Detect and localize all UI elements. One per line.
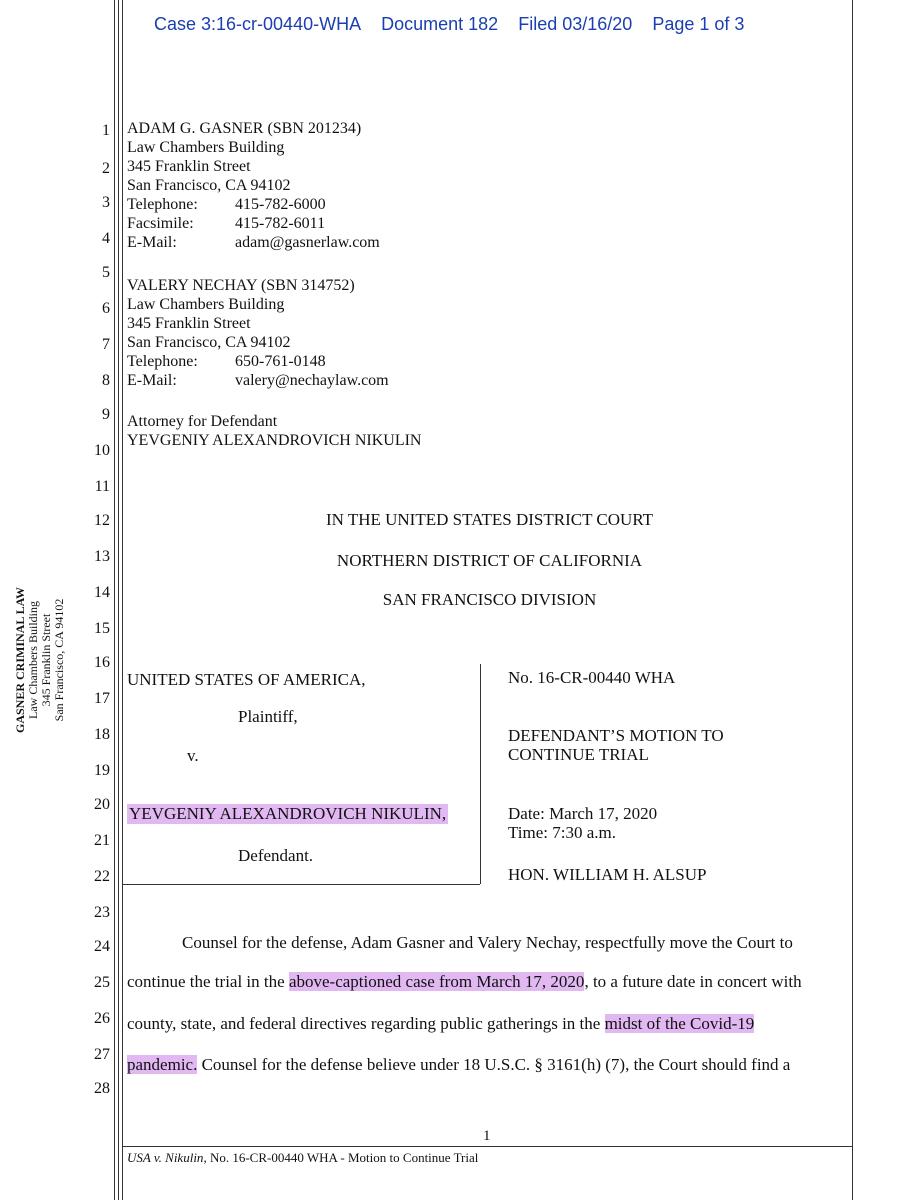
counsel-fax: 415-782-6011	[235, 215, 326, 232]
left-margin-rule-outer	[114, 0, 115, 1200]
case-number-stamp: Case 3:16-cr-00440-WHA	[154, 14, 362, 34]
counsel-email-label: E-Mail:	[127, 234, 177, 251]
defendant-name-highlighted: YEVGENIY ALEXANDROVICH NIKULIN,	[129, 804, 447, 823]
counsel-telephone: 415-782-6000	[235, 196, 326, 213]
line-number: 9	[102, 406, 110, 423]
court-division: SAN FRANCISCO DIVISION	[382, 590, 597, 609]
filed-date-stamp: Filed 03/16/20	[518, 14, 633, 34]
body-text-segment: continue the trial in the	[127, 972, 289, 991]
footer-rule	[122, 1146, 852, 1147]
body-line-27	[127, 1055, 790, 1075]
line-number: 25	[94, 974, 110, 991]
counsel-fax-label: Facsimile:	[127, 215, 194, 232]
counsel-name: VALERY NECHAY (SBN 314752)	[127, 277, 355, 294]
sidebar-street: 345 Franklin Street	[39, 613, 53, 707]
body-text-segment: , to a future date in concert with	[584, 972, 802, 991]
defendant-name-header: YEVGENIY ALEXANDROVICH NIKULIN	[127, 432, 422, 449]
caption-divider	[480, 664, 481, 884]
attorney-for-label: Attorney for Defendant	[127, 413, 278, 430]
line-number: 8	[102, 372, 110, 389]
sidebar-firm-block	[14, 580, 66, 740]
line-number: 24	[94, 938, 110, 955]
footer-case-detail: , No. 16-CR-00440 WHA - Motion to Continue Trial	[203, 1150, 479, 1165]
line-number: 23	[94, 904, 110, 921]
page-count-stamp: Page 1 of 3	[652, 14, 745, 34]
left-margin-rule-inner	[118, 0, 119, 1200]
line-number: 27	[94, 1046, 110, 1063]
counsel-building: Law Chambers Building	[127, 139, 285, 156]
line-number: 19	[94, 762, 110, 779]
counsel-email-label: E-Mail:	[127, 372, 177, 389]
body-line-25	[127, 972, 802, 992]
plaintiff-name: UNITED STATES OF AMERICA,	[127, 670, 366, 689]
court-name: IN THE UNITED STATES DISTRICT COURT	[325, 510, 654, 529]
line-number: 16	[94, 654, 110, 671]
counsel-city: San Francisco, CA 94102	[127, 334, 291, 351]
line-number: 5	[102, 264, 110, 281]
line-number: 4	[102, 230, 110, 247]
highlight-covid-midst: midst of the Covid-19	[604, 1014, 755, 1033]
highlight-case-date: above-captioned case from March 17, 2020	[288, 972, 585, 991]
body-text-segment: Counsel for the defense believe under 18 U.S.C. § 3161(h) (7), the Court should find a	[197, 1055, 791, 1074]
line-number: 11	[94, 478, 110, 495]
counsel-telephone: 650-761-0148	[235, 353, 326, 370]
left-margin-rule-third	[122, 0, 123, 1200]
counsel-telephone-label: Telephone:	[127, 353, 198, 370]
counsel-email: adam@gasnerlaw.com	[235, 234, 380, 251]
counsel-city: San Francisco, CA 94102	[127, 177, 291, 194]
line-number: 6	[102, 300, 110, 317]
line-number: 10	[94, 442, 110, 459]
court-district: NORTHERN DISTRICT OF CALIFORNIA	[336, 551, 643, 570]
judge-name: HON. WILLIAM H. ALSUP	[508, 865, 707, 884]
footer-caption	[127, 1150, 478, 1166]
filing-stamp	[154, 14, 744, 35]
sidebar-city: San Francisco, CA 94102	[52, 598, 66, 722]
line-number: 15	[94, 620, 110, 637]
line-number: 1	[102, 122, 110, 139]
hearing-time: Time: 7:30 a.m.	[508, 823, 616, 842]
sidebar-firm-name: GASNER CRIMINAL LAW	[13, 586, 27, 734]
sidebar-building: Law Chambers Building	[26, 601, 40, 719]
case-number: No. 16-CR-00440 WHA	[508, 668, 676, 687]
body-line-26	[127, 1014, 754, 1034]
plaintiff-role: Plaintiff,	[238, 707, 298, 726]
versus: v.	[187, 746, 199, 765]
line-number: 17	[94, 690, 110, 707]
body-line-24: Counsel for the defense, Adam Gasner and Valery Nechay, respectfully move the Court to	[182, 933, 793, 952]
line-number: 13	[94, 548, 110, 565]
counsel-name: ADAM G. GASNER (SBN 201234)	[127, 120, 362, 137]
body-text-segment: county, state, and federal directives regarding public gatherings in the	[127, 1014, 605, 1033]
line-number: 26	[94, 1010, 110, 1027]
defendant-role: Defendant.	[238, 846, 314, 865]
counsel-building: Law Chambers Building	[127, 296, 285, 313]
line-number: 18	[94, 726, 110, 743]
motion-title-line1: DEFENDANT’S MOTION TO	[508, 726, 724, 745]
line-number: 21	[94, 832, 110, 849]
counsel-street: 345 Franklin Street	[127, 315, 251, 332]
counsel-street: 345 Franklin Street	[127, 158, 251, 175]
footer-case-name: USA v. Nikulin	[127, 1150, 204, 1165]
highlight-pandemic: pandemic.	[127, 1055, 198, 1074]
line-number: 28	[94, 1080, 110, 1097]
page-number: 1	[483, 1128, 491, 1144]
line-number: 7	[102, 336, 110, 353]
counsel-telephone-label: Telephone:	[127, 196, 198, 213]
line-number: 12	[94, 512, 110, 529]
hearing-date: Date: March 17, 2020	[508, 804, 658, 823]
line-number: 22	[94, 868, 110, 885]
counsel-email: valery@nechaylaw.com	[235, 372, 389, 389]
line-number: 3	[102, 194, 110, 211]
caption-bottom-rule	[122, 884, 480, 885]
line-number: 14	[94, 584, 110, 601]
document-number-stamp: Document 182	[381, 14, 499, 34]
motion-title-line2: CONTINUE TRIAL	[508, 745, 649, 764]
line-number: 20	[94, 796, 110, 813]
right-margin-rule	[852, 0, 853, 1200]
line-number: 2	[102, 160, 110, 177]
